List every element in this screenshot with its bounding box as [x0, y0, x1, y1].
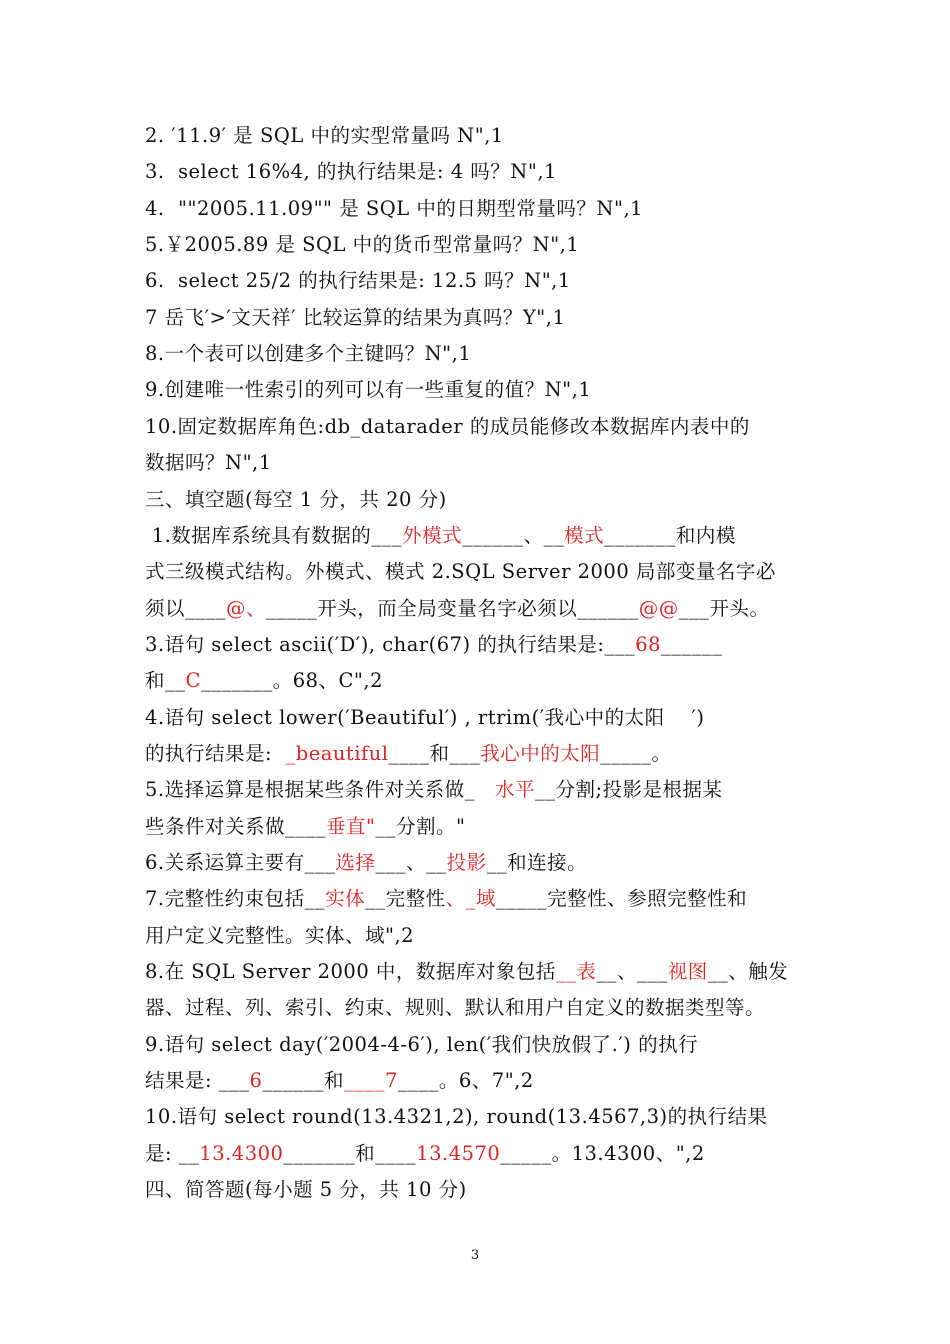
text-line: [145, 885, 815, 913]
text-line: [145, 667, 815, 695]
text-segment: 7 岳飞′>′文天祥′ 比较运算的结果为真吗？Y",1: [145, 305, 566, 329]
text-segment: 7.完整性约束包括__: [145, 887, 326, 911]
text-segment: _____。: [600, 741, 672, 765]
text-line: [145, 449, 815, 477]
text-line: [145, 195, 815, 223]
answer-text: 选择: [335, 851, 376, 874]
text-line: [145, 558, 815, 586]
text-line: [145, 158, 815, 186]
text-segment: 是: __: [145, 1141, 200, 1165]
text-segment: __分割;投影是根据某: [534, 778, 723, 802]
text-segment: _____完整性、参照完整性和: [495, 887, 748, 911]
text-segment: 8.在 SQL Server 2000 中，数据库对象包括: [145, 960, 556, 984]
text-segment: 4. ""2005.11.09"" 是 SQL 中的日期型常量吗？N",1: [145, 196, 644, 220]
text-segment: __分割。": [375, 814, 466, 838]
answer-text: 13.4300: [199, 1141, 284, 1165]
text-segment: ____和___: [388, 741, 481, 765]
answer-text: 视图: [667, 960, 708, 984]
text-segment: 的执行结果是:: [145, 741, 286, 765]
text-segment: 10.固定数据库角色:db_datarader 的成员能修改本数据库内表中的: [145, 414, 750, 438]
text-segment: _______和____: [283, 1141, 417, 1165]
text-segment: ______、__: [462, 523, 565, 547]
text-line: [145, 704, 815, 732]
answer-text: 6: [249, 1069, 263, 1093]
text-segment: 6. select 25/2 的执行结果是: 12.5 吗？N",1: [145, 269, 571, 293]
answer-text: _beautiful: [285, 741, 389, 765]
text-segment: 和__: [145, 669, 186, 693]
text-segment: ___、__: [375, 851, 447, 874]
text-segment: 式三级模式结构。外模式、模式 2.SQL Server 2000 局部变量名字必: [145, 560, 776, 584]
text-line: [145, 958, 815, 986]
text-line: [145, 376, 815, 404]
text-line: [145, 1176, 815, 1204]
text-segment: ____。6、7",2: [397, 1069, 534, 1093]
text-segment: ______: [661, 632, 723, 656]
text-line: [145, 776, 815, 804]
text-segment: 些条件对关系做____: [145, 814, 327, 838]
text-segment: _____开头，而全局变量名字必须以______: [266, 596, 639, 620]
text-segment: 10.语句 select round(13.4321,2), round(13.4567,3)的执行结果: [145, 1105, 768, 1129]
text-line: [145, 340, 815, 368]
text-segment: __和连接。: [486, 851, 588, 874]
answer-text: __表: [555, 960, 597, 984]
answer-text: @@: [638, 596, 679, 620]
text-segment: 3. select 16%4, 的执行结果是: 4 吗？N",1: [145, 160, 557, 184]
page-number: 3: [470, 1248, 480, 1263]
text-line: [145, 231, 815, 259]
answer-text: 垂直": [326, 814, 376, 838]
text-segment: 三、填空题(每空 1 分，共 20 分): [145, 487, 447, 511]
text-segment: 8.一个表可以创建多个主键吗？N",1: [145, 342, 472, 366]
text-line: [145, 304, 815, 332]
text-segment: 9.语句 select day(′2004-4-6′), len(′我们快放假了.′) 的执行: [145, 1032, 699, 1056]
text-line: [145, 595, 815, 623]
text-line: [145, 486, 815, 514]
text-segment: __、___: [596, 960, 668, 984]
text-segment: 四、简答题(每小题 5 分，共 10 分): [145, 1178, 467, 1202]
text-line: [145, 122, 815, 150]
text-segment: 1.数据库系统具有数据的___: [145, 523, 403, 547]
text-segment: 数据吗？N",1: [145, 451, 272, 475]
answer-text: 水平: [494, 778, 535, 802]
text-line: [145, 267, 815, 295]
text-segment: _______。68、C",2: [200, 669, 383, 693]
text-line: [145, 522, 815, 550]
text-segment: 4.语句 select lower(′Beautiful′) , rtrim(′我心中的太阳 ′): [145, 705, 705, 729]
text-segment: 5.选择运算是根据某些条件对关系做_: [145, 778, 495, 802]
answer-text: 实体: [325, 887, 366, 911]
answer-text: 外模式: [402, 523, 463, 547]
text-segment: 须以____: [145, 596, 227, 620]
answer-text: 、_域: [445, 887, 496, 911]
answer-text: 13.4570: [416, 1141, 501, 1165]
answer-text: @、: [226, 596, 267, 620]
text-segment: 2. ′11.9′ 是 SQL 中的实型常量吗 N",1: [145, 124, 504, 147]
answer-text: 投影: [446, 851, 487, 874]
text-line: [145, 631, 815, 659]
text-line: [145, 849, 815, 877]
text-line: [145, 1067, 815, 1095]
text-line: [145, 1140, 815, 1168]
answer-text: 模式: [564, 523, 605, 547]
answer-text: C: [185, 669, 201, 693]
answer-text: 我心中的太阳: [480, 741, 601, 765]
answer-text: 68: [635, 632, 662, 656]
text-segment: __完整性: [365, 887, 446, 911]
text-segment: ___开头。: [678, 596, 770, 620]
text-segment: _____。13.4300、",2: [500, 1141, 705, 1165]
text-line: [145, 813, 815, 841]
text-segment: __、触发: [707, 960, 789, 984]
text-segment: 9.创建唯一性索引的列可以有一些重复的值？N",1: [145, 378, 592, 402]
text-line: [145, 994, 815, 1022]
text-line: [145, 413, 815, 441]
text-line: [145, 922, 815, 950]
text-segment: _______和内模: [604, 523, 736, 547]
text-segment: 器、过程、列、索引、约束、规则、默认和用户自定义的数据类型等。: [145, 996, 766, 1020]
text-segment: 5.￥2005.89 是 SQL 中的货币型常量吗？N",1: [145, 233, 580, 257]
text-line: [145, 1103, 815, 1131]
text-segment: 3.语句 select ascii(′D′), char(67) 的执行结果是:___: [145, 632, 636, 656]
text-segment: ______和: [262, 1069, 344, 1093]
text-segment: 结果是: ___: [145, 1069, 250, 1093]
answer-text: ____7: [343, 1069, 398, 1093]
text-line: [145, 1031, 815, 1059]
text-segment: 用户定义完整性。实体、域",2: [145, 923, 415, 947]
text-segment: 6.关系运算主要有___: [145, 851, 336, 874]
text-line: [145, 740, 815, 768]
